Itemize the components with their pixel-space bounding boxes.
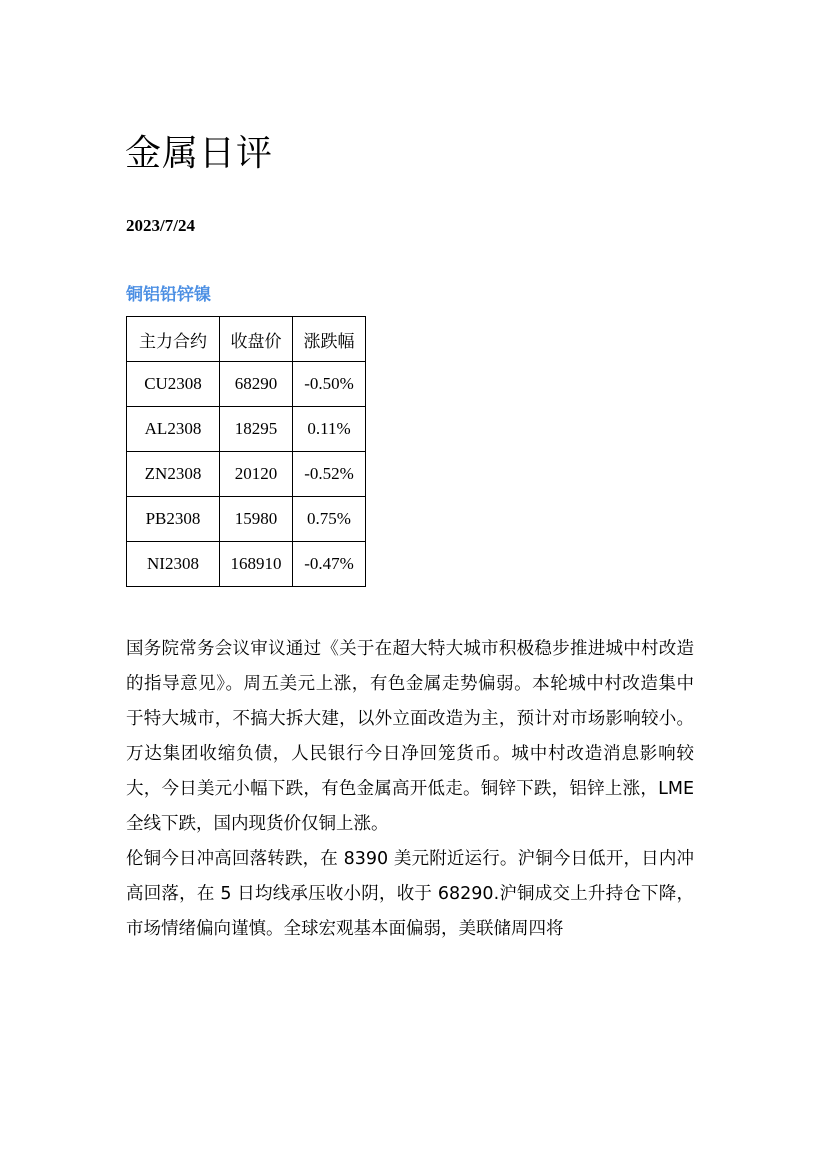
header-contract: 主力合约 xyxy=(127,317,220,362)
table-row xyxy=(127,452,366,497)
article-body xyxy=(126,632,694,947)
cell-close-price: 20120 xyxy=(220,452,293,497)
page-title: 金属日评 xyxy=(125,133,274,174)
cell-contract: AL2308 xyxy=(127,407,220,452)
header-close-price: 收盘价 xyxy=(220,317,293,362)
table-row xyxy=(127,407,366,452)
table-row xyxy=(127,362,366,407)
cell-change-pct: 0.11% xyxy=(293,407,366,452)
cell-contract: CU2308 xyxy=(127,362,220,407)
cell-contract: PB2308 xyxy=(127,497,220,542)
section-heading: 铜铝铅锌镍 xyxy=(126,285,211,305)
header-change-pct: 涨跌幅 xyxy=(293,317,366,362)
table-row xyxy=(127,542,366,587)
cell-close-price: 18295 xyxy=(220,407,293,452)
price-table xyxy=(126,316,366,587)
cell-change-pct: 0.75% xyxy=(293,497,366,542)
cell-close-price: 15980 xyxy=(220,497,293,542)
cell-close-price: 68290 xyxy=(220,362,293,407)
cell-change-pct: -0.50% xyxy=(293,362,366,407)
table-row xyxy=(127,497,366,542)
paragraph: 国务院常务会议审议通过《关于在超大特大城市积极稳步推进城中村改造的指导意见》。周五美元上涨，有色金属走势偏弱。本轮城中村改造集中于特大城市，不搞大拆大建，以外立面改造为主，预计对市场影响较小。万达集团收缩负债，人民银行今日净回笼货币。城中村改造消息影响较大，今日美元小幅下跌，有色金属高开低走。铜锌下跌，铝锌上涨，LME 全线下跌，国内现货价仅铜上涨。 xyxy=(126,639,694,834)
cell-close-price: 168910 xyxy=(220,542,293,587)
cell-change-pct: -0.47% xyxy=(293,542,366,587)
cell-change-pct: -0.52% xyxy=(293,452,366,497)
paragraph: 伦铜今日冲高回落转跌，在 8390 美元附近运行。沪铜今日低开，日内冲高回落，在 5 日均线承压收小阴，收于 68290.沪铜成交上升持仓下降，市场情绪偏向谨慎。全球宏观基本面偏弱，美联储周四将 xyxy=(126,849,694,939)
report-date: 2023/7/24 xyxy=(126,216,195,235)
table-header-row xyxy=(127,317,366,362)
cell-contract: ZN2308 xyxy=(127,452,220,497)
cell-contract: NI2308 xyxy=(127,542,220,587)
